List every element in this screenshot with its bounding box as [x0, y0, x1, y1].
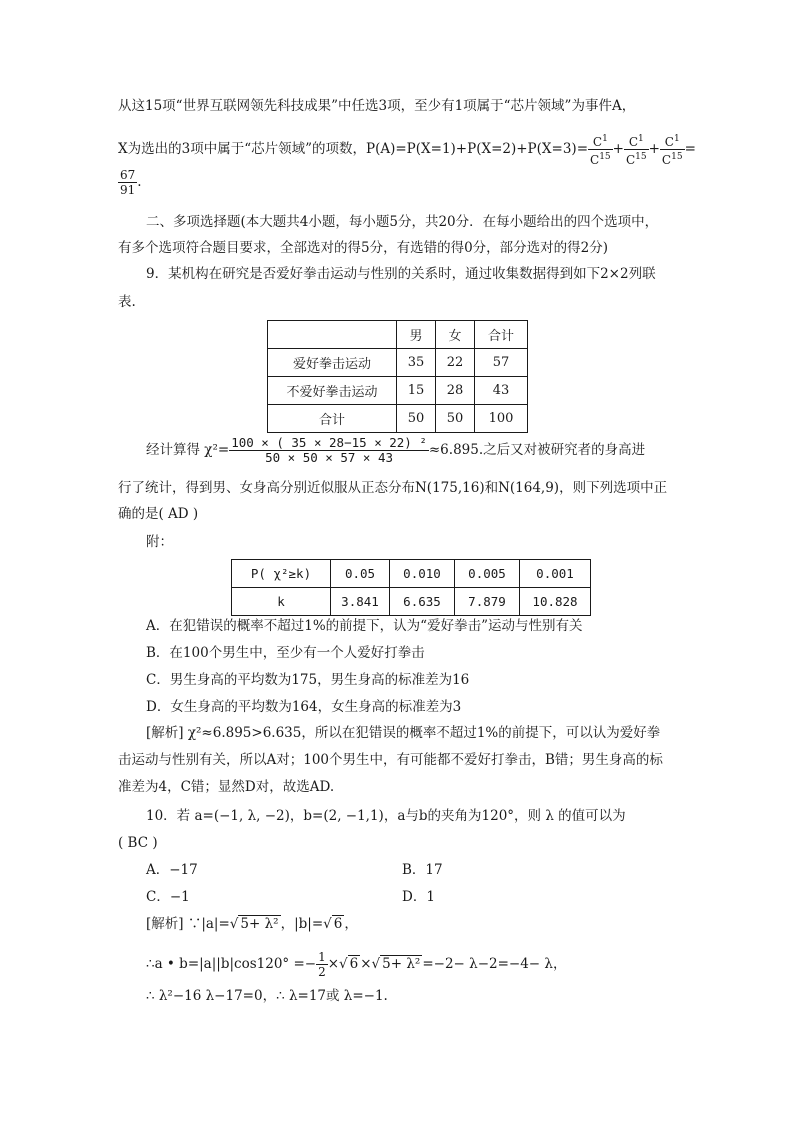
table-row: [268, 321, 528, 349]
q9-option-d: D．女生身高的平均数为164，女生身高的标准差为3: [146, 699, 462, 715]
chi-square-fraction: $\frac{\text{100 × ( 35 × 28−15 × 22) ²}}{50 \times 50 \times 57 \times 43}$: [231, 435, 427, 465]
q9-option-a: A．在犯错误的概率不超过1%的前提下，认为“爱好拳击”运动与性别有关: [146, 618, 583, 634]
section2-title-1: 二、多项选择题(本大题共4小题，每小题5分，共20分．在每小题给出的四个选项中，: [146, 214, 659, 230]
critical-value-table: [231, 559, 591, 616]
table-cell: 35: [397, 349, 436, 377]
table-row: [268, 377, 528, 405]
table-cell: 0.010: [390, 560, 455, 588]
table-row: [268, 349, 528, 377]
table-cell: 43: [475, 377, 528, 405]
q10-option-a: A．−17: [146, 862, 198, 878]
table-cell: 女: [436, 321, 475, 349]
table-cell: 28: [436, 377, 475, 405]
appendix-label: 附：: [146, 534, 173, 550]
q9-calc-suffix: ≈6.895.之后又对被研究者的身高进: [428, 442, 646, 458]
table-cell: 100: [475, 405, 528, 433]
table-cell: 10.828: [520, 588, 591, 616]
table-row: [232, 560, 591, 588]
intro-line-2: X为选出的3项中属于“芯片领域”的项数，P(A)=P(X=1)+P(X=2)+P(X=3)= $\frac{C^1}{C^{15}}$ + $\frac{C^1}{C^{15}}$ + $\frac{C^1}{C^{15}}$ =: [118, 134, 696, 167]
half-fraction: $\frac{1}{2}$: [318, 950, 326, 979]
contingency-table: [267, 320, 528, 433]
q9-calc-prefix: 经计算得 χ²=: [146, 442, 230, 458]
q9-stem-2: 表.: [118, 294, 136, 310]
table-cell: 0.05: [331, 560, 390, 588]
table-cell: 50: [397, 405, 436, 433]
table-cell: 50: [436, 405, 475, 433]
fraction-2: $\frac{C^1}{C^{15}}$: [625, 134, 647, 167]
q10-option-b: B．17: [402, 862, 443, 878]
q10-analysis-1: [解析] ∵|a|=√ 5+ λ² ，|b|=√ 6 ，: [146, 916, 358, 932]
q9-stem-4: 行了统计，得到男、女身高分别近似服从正态分布N(175,16)和N(164,9)，则下列选项中正: [118, 480, 668, 496]
table-cell: 不爱好拳击运动: [268, 377, 397, 405]
intro-line-2-text: X为选出的3项中属于“芯片领域”的项数，P(A)=P(X=1)+P(X=2)+P(X=3)=: [118, 141, 589, 157]
q10-option-c: C．−1: [146, 889, 190, 905]
section2-title-2: 有多个选项符合题目要求，全部选对的得5分，有选错的得0分，部分选对的得2分): [118, 240, 609, 256]
table-cell: 合计: [475, 321, 528, 349]
table-cell: 0.001: [520, 560, 591, 588]
table-cell: [268, 321, 397, 349]
q9-analysis-1: [解析] χ²≈6.895>6.635，所以在犯错误的概率不超过1%的前提下，可以认为爱好拳: [146, 725, 661, 741]
q10-stem-2: ( BC ): [118, 835, 158, 851]
table-cell: 男: [397, 321, 436, 349]
table-cell: 0.005: [455, 560, 520, 588]
q9-option-c: C．男生身高的平均数为175，男生身高的标准差为16: [146, 672, 470, 688]
table-cell: 爱好拳击运动: [268, 349, 397, 377]
q9-analysis-3: 准差为4，C错；显然D对，故选AD.: [118, 779, 335, 795]
q9-option-b: B．在100个男生中，至少有一个人爱好打拳击: [146, 645, 425, 661]
fraction-3: $\frac{C^1}{C^{15}}$: [661, 134, 683, 167]
intro-result: $\frac{67}{91}$ .: [120, 168, 142, 197]
q10-analysis-3: ∴ λ²−16 λ−17=0，∴ λ=17或 λ=−1.: [146, 988, 388, 1004]
table-cell: 57: [475, 349, 528, 377]
table-cell: 7.879: [455, 588, 520, 616]
table-row: [268, 405, 528, 433]
table-cell: P( χ²≥k): [232, 560, 331, 588]
table-cell: k: [232, 588, 331, 616]
table-cell: 合计: [268, 405, 397, 433]
table-cell: 6.635: [390, 588, 455, 616]
q10-analysis-2: ∴a • b=|a||b|cos120° =− $\frac{1}{2}$ ×√ 6 ×√ 5+ λ² =−2− λ−2=−4− λ，: [146, 950, 567, 979]
q9-stem-1: 9．某机构在研究是否爱好拳击运动与性别的关系时，通过收集数据得到如下2×2列联: [146, 266, 656, 282]
q10-stem-1: 10．若 a=(−1, λ, −2)，b=(2, −1,1)，a与b的夹角为120°，则 λ 的值可以为: [146, 808, 626, 824]
sqrt-b: 6: [333, 916, 343, 932]
table-cell: 22: [436, 349, 475, 377]
q9-stem-5: 确的是( AD ): [118, 506, 199, 522]
sqrt-a: 5+ λ²: [240, 916, 279, 932]
fraction-1: $\frac{C^1}{C^{15}}$: [590, 134, 611, 167]
intro-line-1: 从这15项“世界互联网领先科技成果”中任选3项，至少有1项属于“芯片领域”为事件A，: [118, 98, 636, 114]
q10-option-d: D．1: [402, 889, 435, 905]
table-cell: 3.841: [331, 588, 390, 616]
table-row: [232, 588, 591, 616]
table-cell: 15: [397, 377, 436, 405]
q9-calc: [146, 436, 676, 465]
q9-analysis-2: 击运动与性别有关，所以A对；100个男生中，有可能都不爱好打拳击，B错；男生身高的标: [118, 752, 663, 768]
result-fraction: $\frac{67}{91}$: [120, 168, 136, 197]
